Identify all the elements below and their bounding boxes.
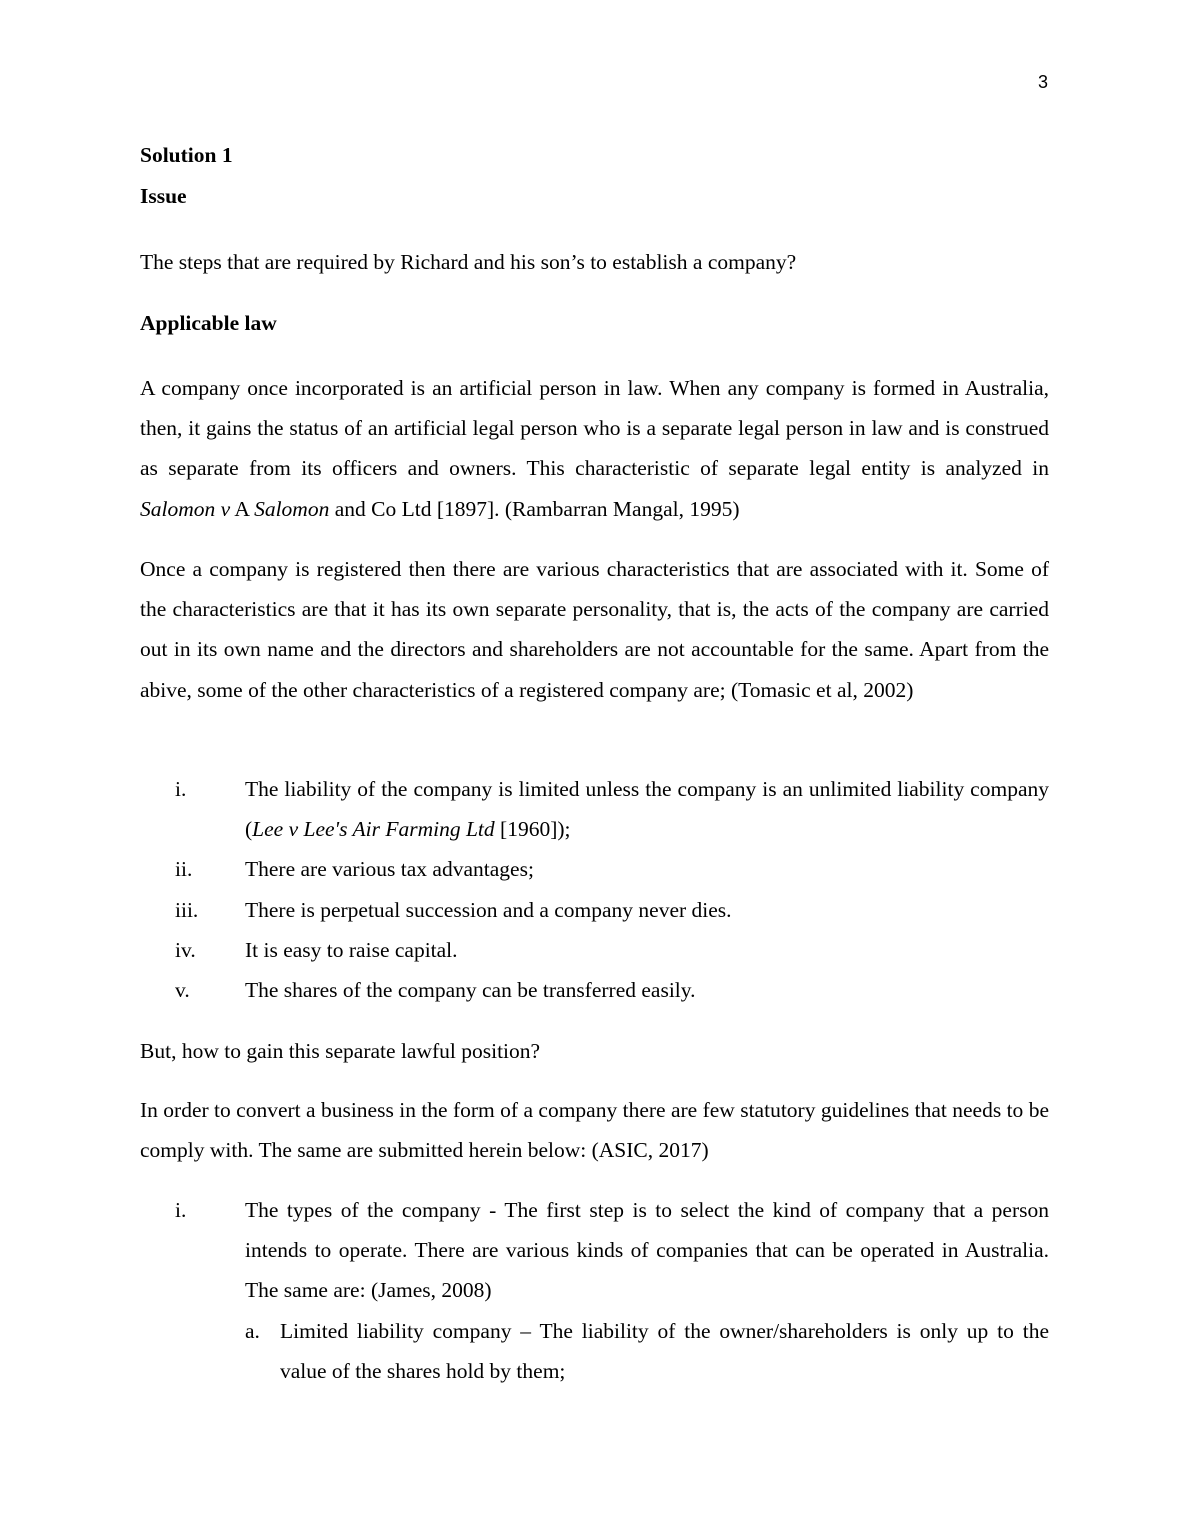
paragraph-text: and Co Ltd [1897]. (Rambarran Mangal, 1995) bbox=[329, 496, 740, 521]
list-item bbox=[140, 890, 1049, 930]
case-name: Salomon v bbox=[140, 496, 231, 521]
sub-list-item bbox=[245, 1311, 1049, 1391]
list-item-text: There are various tax advantages; bbox=[245, 857, 534, 882]
issue-heading: Issue bbox=[140, 184, 187, 208]
sub-list-marker: a. bbox=[245, 1318, 260, 1343]
list-marker: iv. bbox=[175, 937, 196, 962]
list-item-text: The types of the company - The first step is to select the kind of company that a person intends to operate. There are various kinds of companies that can be operated in Australia. The same are: (James, 2008) bbox=[245, 1198, 1049, 1303]
list-item bbox=[140, 970, 1049, 1010]
list-marker: v. bbox=[175, 978, 190, 1003]
list-marker: ii. bbox=[175, 857, 193, 882]
list-marker: i. bbox=[175, 1198, 187, 1222]
characteristics-list bbox=[140, 769, 1049, 1010]
list-item bbox=[140, 1190, 1049, 1391]
company-types-sublist bbox=[245, 1311, 1049, 1391]
paragraph-characteristics: Once a company is registered then there are various characteristics that are associated with it. Some of the characteristics are that it has its own separate personality, that is, the acts of the company are carried out in its own name and the directors and shareholders are not accountable for the same. Apart from the abive, some of the other characteristics of a registered company are; (Tomasic et al, 2002) bbox=[140, 557, 1049, 702]
page-number: 3 bbox=[1038, 72, 1049, 92]
paragraph-statutory-guidelines: In order to convert a business in the form of a company there are few statutory guidelines that needs to be comply with. The same are submitted herein below: (ASIC, 2017) bbox=[140, 1098, 1049, 1163]
case-name: Salomon bbox=[254, 496, 330, 521]
list-item bbox=[140, 930, 1049, 970]
list-marker: i. bbox=[175, 777, 187, 801]
issue-text: The steps that are required by Richard and his son’s to establish a company? bbox=[140, 250, 797, 274]
list-item bbox=[140, 769, 1049, 849]
paragraph-separate-legal-entity bbox=[140, 368, 1049, 529]
list-item-text: There is perpetual succession and a company never dies. bbox=[245, 897, 732, 922]
sub-list-item-text: Limited liability company – The liability of the owner/shareholders is only up to the value of the shares hold by them; bbox=[280, 1318, 1049, 1383]
list-item-text: It is easy to raise capital. bbox=[245, 937, 458, 962]
question-line: But, how to gain this separate lawful position? bbox=[140, 1039, 541, 1063]
solution-title: Solution 1 bbox=[140, 143, 233, 167]
steps-list bbox=[140, 1190, 1049, 1391]
list-item-text: The liability of the company is limited unless the company is an unlimited liability company ( bbox=[245, 777, 1049, 842]
list-item-text: The shares of the company can be transferred easily. bbox=[245, 978, 696, 1003]
applicable-law-heading: Applicable law bbox=[140, 311, 277, 335]
list-marker: iii. bbox=[175, 897, 199, 922]
paragraph-text: A bbox=[230, 496, 255, 521]
list-item-text: [1960]); bbox=[494, 817, 571, 842]
case-name: Lee v Lee's Air Farming Ltd bbox=[252, 817, 495, 842]
paragraph-text: A company once incorporated is an artificial person in law. When any company is formed in Australia, then, it gains the status of an artificial legal person who is a separate legal person in law and is construed as separate from its officers and owners. This characteristic of separate legal entity is analyzed in bbox=[140, 376, 1049, 481]
list-item bbox=[140, 849, 1049, 889]
